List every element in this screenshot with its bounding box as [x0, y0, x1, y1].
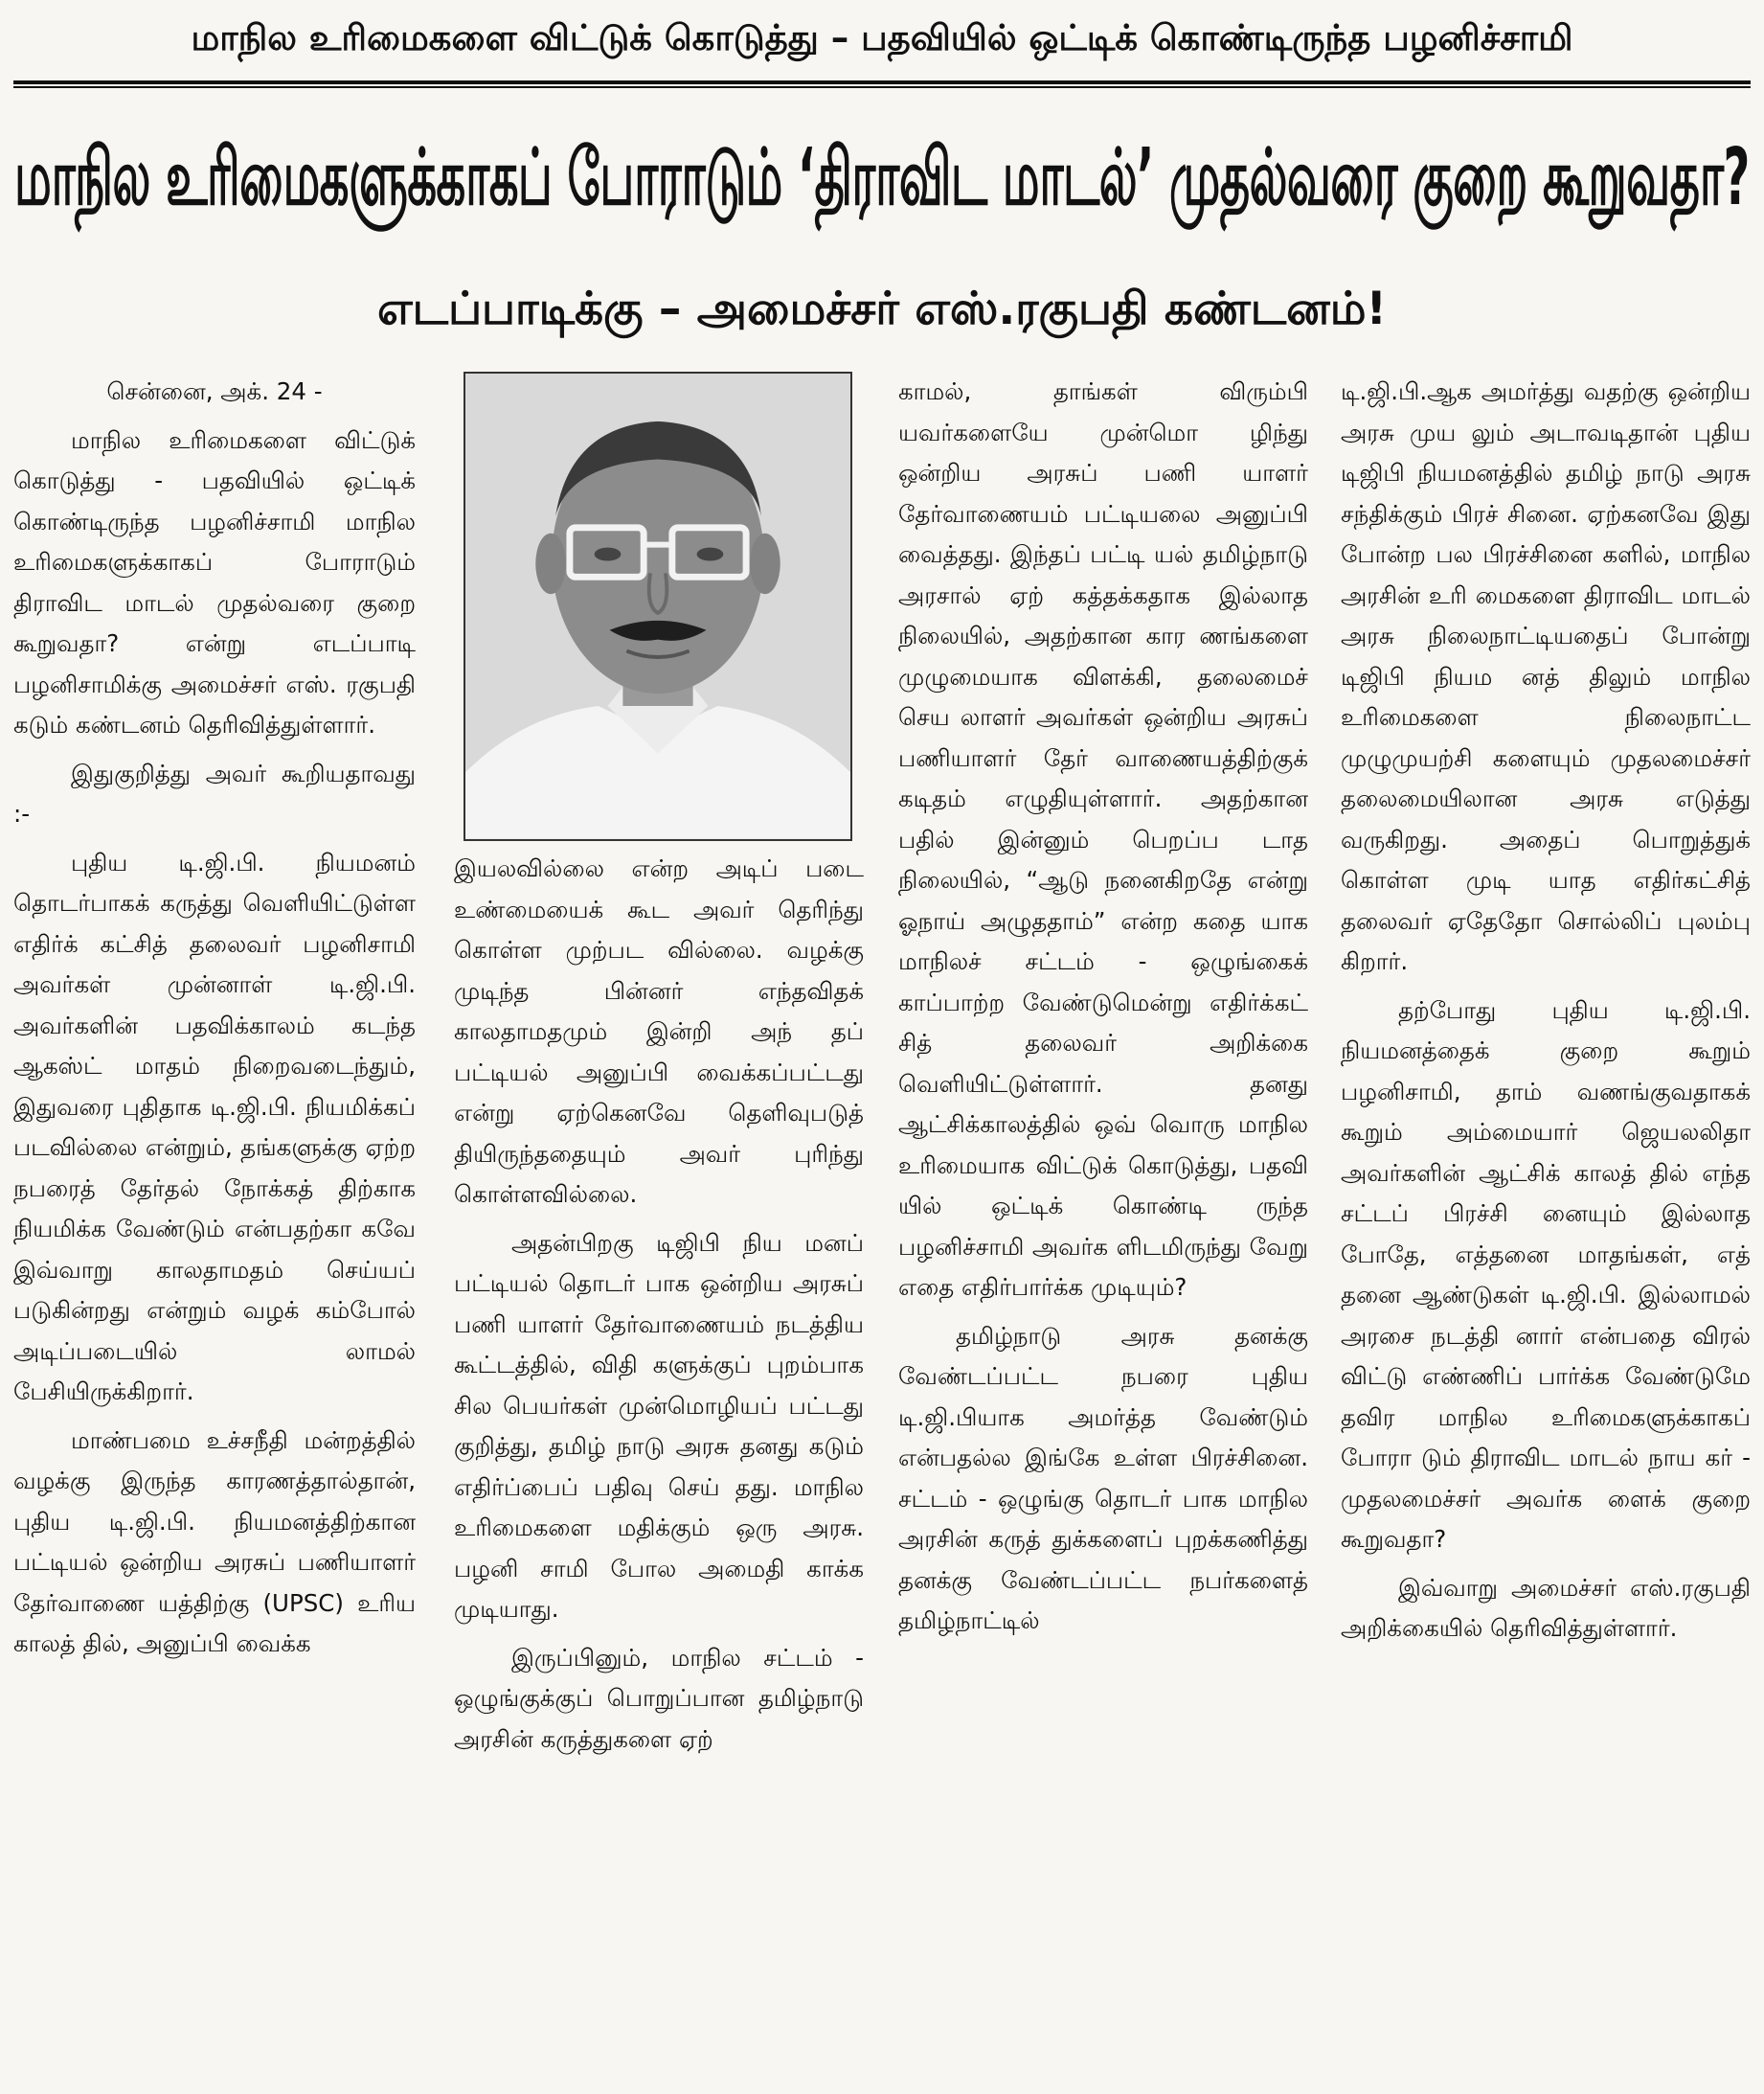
paragraph: மாண்பமை உச்சநீதி மன்றத்தில் வழக்கு இருந்த காரணத்தால்தான், புதிய டி.ஜி.பி. நியமனத்திற்கான பட்டியல் ஒன்றிய அரசுப் பணியாளர் தேர்வாணை யத்திற்கு (UPSC) உரிய காலத் தில், அனுப்பி வைக்க: [13, 1425, 416, 1657]
paragraph: அதன்பிறகு டிஜிபி நிய மனப் பட்டியல் தொடர் பாக ஒன்றிய அரசுப் பணி யாளர் தேர்வாணையம் நடத்திய கூட்டத்தில், விதி களுக்குப் புறம்பாக சில பெயர்கள் முன்மொழியப் பட்டது குறித்து, தமிழ் நாடு அரசு தனது கடும் எதிர்ப்பைப் பதிவு செய் தது. மாநில உரிமைகளை மதிக்கும் ஒரு அரசு. பழனி சாமி போல அமைதி காக்க முடியாது.: [454, 1228, 864, 1623]
paragraph: காமல், தாங்கள் விரும்பி யவர்களையே முன்மொ ழிந்து ஒன்றிய அரசுப் பணி யாளர் தேர்வாணையம் பட்டியலை அனுப்பி வைத்தது. இந்தப் பட்டி யல் தமிழ்நாடு அரசால் ஏற் கத்தக்கதாக இல்லாத நிலையில், அதற்கான கார ணங்களை முழுமையாக விளக்கி, தலைமைச் செய லாளர் அவர்கள் ஒன்றிய அரசுப் பணியாளர் தேர் வாணையத்திற்குக் கடிதம் எழுதியுள்ளார். அதற்கான பதில் இன்னும் பெறப்ப டாத நிலையில், “ஆடு நனைகிறதே என்று ஓநாய் அழுததாம்” என்ற கதை யாக மாநிலச் சட்டம் - ஒழுங்கைக் காப்பாற்ற வேண்டுமென்று எதிர்க்கட் சித் தலைவர் அறிக்கை வெளியிட்டுள்ளார். தனது ஆட்சிக்காலத்தில் ஒவ் வொரு மாநில உரிமையாக விட்டுக் கொடுத்து, பதவி யில் ஒட்டிக் கொண்டி ருந்த பழனிச்சாமி அவர்க ளிடமிருந்து வேறு எதை எதிர்பார்க்க முடியும்?: [898, 377, 1308, 1301]
paragraph: இதுகுறித்து அவர் கூறியதாவது :-: [13, 759, 416, 828]
sub-headline: எடப்பாடிக்கு – அமைச்சர் எஸ்.ரகுபதி கண்டனம்!: [376, 282, 1387, 335]
paragraph: டி.ஜி.பி.ஆக அமர்த்து வதற்கு ஒன்றிய அரசு முய லும் அடாவடிதான் புதிய டிஜிபி நியமனத்தில் தமிழ் நாடு அரசு சந்திக்கும் பிரச் சினை. ஏற்கனவே இது போன்ற பல பிரச்சினை களில், மாநில அரசின் உரி மைகளை திராவிட மாடல் அரசு நிலைநாட்டியதைப் போன்று டிஜிபி நியம னத் திலும் மாநில உரிமைகளை நிலைநாட்ட முழுமுயற்சி களையும் முதலமைச்சர் தலைமையிலான அரசு எடுத்து வருகிறது. அதைப் பொறுத்துக் கொள்ள முடி யாத எதிர்கட்சித் தலைவர் ஏதேதோ சொல்லிப் புலம்பு கிறார்.: [1341, 377, 1751, 975]
article-column-2: [454, 849, 864, 2088]
article-column-4: [1341, 372, 1751, 2086]
paragraph: தற்போது புதிய டி.ஜி.பி. நியமனத்தைக் குறை கூறும் பழனிசாமி, தாம் வணங்குவதாகக் கூறும் அம்மையார் ஜெயலலிதா அவர்களின் ஆட்சிக் காலத் தில் எந்த சட்டப் பிரச்சி னையும் இல்லாத போதே, எத்தனை மாதங்கள், எத் தனை ஆண்டுகள் டி.ஜி.பி. இல்லாமல் அரசை நடத்தி னார் என்பதை விரல் விட்டு எண்ணிப் பார்க்க வேண்டுமே தவிர மாநில உரிமைகளுக்காகப் போரா டும் திராவிட மாடல் நாய கர் - முதலமைச்சர் அவர்க ளைக் குறை கூறுவதா?: [1341, 995, 1751, 1553]
paragraph: இவ்வாறு அமைச்சர் எஸ்.ரகுபதி அறிக்கையில் தெரிவித்துள்ளார்.: [1341, 1573, 1751, 1642]
paragraph: இயலவில்லை என்ற அடிப் படை உண்மையைக் கூட அவர் தெரிந்து கொள்ள முற்பட வில்லை. வழக்கு முடிந்த பின்னர் எந்தவிதக் காலதாமதமும் இன்றி அந் தப் பட்டியல் அனுப்பி வைக்கப்பட்டது என்று ஏற்கெனவே தெளிவுபடுத் தியிருந்ததையும் அவர் புரிந்து கொள்ளவில்லை.: [454, 854, 864, 1208]
paragraph: புதிய டி.ஜி.பி. நியமனம் தொடர்பாகக் கருத்து வெளியிட்டுள்ள எதிர்க் கட்சித் தலைவர் பழனிசாமி அவர்கள் முன்னாள் டி.ஜி.பி. அவர்களின் பதவிக்காலம் கடந்த ஆகஸ்ட் மாதம் நிறைவடைந்தும், இதுவரை புதிதாக டி.ஜி.பி. நியமிக்கப் படவில்லை என்றும், தங்களுக்கு ஏற்ற நபரைத் தேர்தல் நோக்கத் திற்காக நியமிக்க வேண்டும் என்பதற்கா கவே இவ்வாறு காலதாமதம் செய்யப் படுகின்றது என்றும் வழக் கம்போல் அடிப்படையில் லாமல் பேசியிருக்கிறார்.: [13, 848, 416, 1405]
article-column-1: [13, 372, 416, 2086]
minister-photo: [464, 372, 852, 841]
kicker-headline: மாநில உரிமைகளை விட்டுக் கொடுத்து – பதவியில் ஒட்டிக் கொண்டிருந்த பழனிச்சாமி: [191, 17, 1573, 58]
paragraph: இருப்பினும், மாநில சட்டம் - ஒழுங்குக்குப் பொறுப்பான தமிழ்நாடு அரசின் கருத்துகளை ஏற்: [454, 1643, 864, 1753]
dateline: சென்னை, அக். 24 -: [106, 377, 323, 405]
article-column-3: [898, 372, 1308, 2086]
portrait-illustration: [465, 374, 850, 839]
main-headline: மாநில உரிமைகளுக்காகப் போராடும் ‘திராவிட மாடல்’ முதல்வரை குறை கூறுவதா?: [14, 132, 1750, 224]
paragraph: மாநில உரிமைகளை விட்டுக் கொடுத்து - பதவியில் ஒட்டிக் கொண்டிருந்த பழனிச்சாமி மாநில உரிமைகளுக்காகப் போராடும் திராவிட மாடல் முதல்வரை குறை கூறுவதா? என்று எடப்பாடி பழனிசாமிக்கு அமைச்சர் எஸ். ரகுபதி கடும் கண்டனம் தெரிவித்துள்ளார்.: [13, 425, 416, 739]
paragraph: தமிழ்நாடு அரசு தனக்கு வேண்டப்பட்ட நபரை புதிய டி.ஜி.பியாக அமர்த்த வேண்டும் என்பதல்ல இங்கே உள்ள பிரச்சினை. சட்டம் - ஒழுங்கு தொடர் பாக மாநில அரசின் கருத் துக்களைப் புறக்கணித்து தனக்கு வேண்டப்பட்ட நபர்களைத் தமிழ்நாட்டில்: [898, 1321, 1308, 1634]
